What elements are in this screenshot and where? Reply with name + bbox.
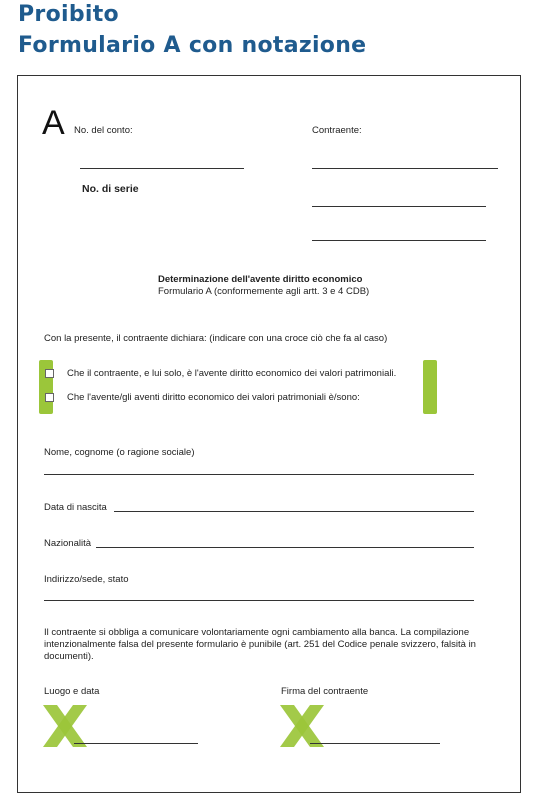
signature-label: Firma del contraente: [281, 686, 369, 697]
notice-line-3: documenti).: [44, 651, 94, 662]
account-number-label: No. del conto:: [74, 125, 133, 136]
notice-line-1: Il contraente si obbliga a comunicare volontariamente ogni cambiamento alla banca. La compilazione: [44, 627, 470, 638]
form-letter: A: [42, 104, 65, 142]
option2-checkbox[interactable]: [45, 393, 54, 402]
address-line[interactable]: [44, 600, 474, 601]
form-a-document: [17, 75, 521, 793]
contractor-line-1[interactable]: [312, 168, 498, 169]
contractor-line-3[interactable]: [312, 240, 486, 241]
name-label: Nome, cognome (o ragione sociale): [44, 447, 195, 458]
place-date-line[interactable]: [74, 743, 198, 744]
sign-here-x-icon: [279, 704, 325, 748]
birth-date-line[interactable]: [114, 511, 474, 512]
account-number-line[interactable]: [80, 168, 244, 169]
highlight-bar-right: [423, 360, 437, 414]
option2-text: Che l'avente/gli aventi diritto economico dei valori patrimoniali è/sono:: [67, 392, 360, 403]
page-subtitle: Formulario A con notazione: [18, 33, 367, 58]
name-line[interactable]: [44, 474, 474, 475]
contractor-line-2[interactable]: [312, 206, 486, 207]
birth-date-label: Data di nascita: [44, 502, 107, 513]
option1-text: Che il contraente, e lui solo, è l'avente diritto economico dei valori patrimoniali.: [67, 368, 397, 379]
form-heading: Determinazione dell'avente diritto economico: [158, 274, 363, 285]
address-label: Indirizzo/sede, stato: [44, 574, 129, 585]
nationality-line[interactable]: [96, 547, 474, 548]
sign-here-x-icon: [42, 704, 88, 748]
form-subheading: Formulario A (conformemente agli artt. 3 e 4 CDB): [158, 286, 370, 297]
notice-line-2: intenzionalmente falsa del presente formulario è punibile (art. 251 del Codice penale svizzero, falsità in: [44, 639, 476, 650]
place-date-label: Luogo e data: [44, 686, 100, 697]
nationality-label: Nazionalità: [44, 538, 91, 549]
page-title: Proibito: [18, 2, 119, 27]
option1-checkbox[interactable]: [45, 369, 54, 378]
signature-line[interactable]: [310, 743, 440, 744]
serial-number-label: No. di serie: [82, 183, 139, 195]
declaration-text: Con la presente, il contraente dichiara: (indicare con una croce ciò che fa al caso): [44, 333, 388, 344]
contractor-label: Contraente:: [312, 125, 362, 136]
